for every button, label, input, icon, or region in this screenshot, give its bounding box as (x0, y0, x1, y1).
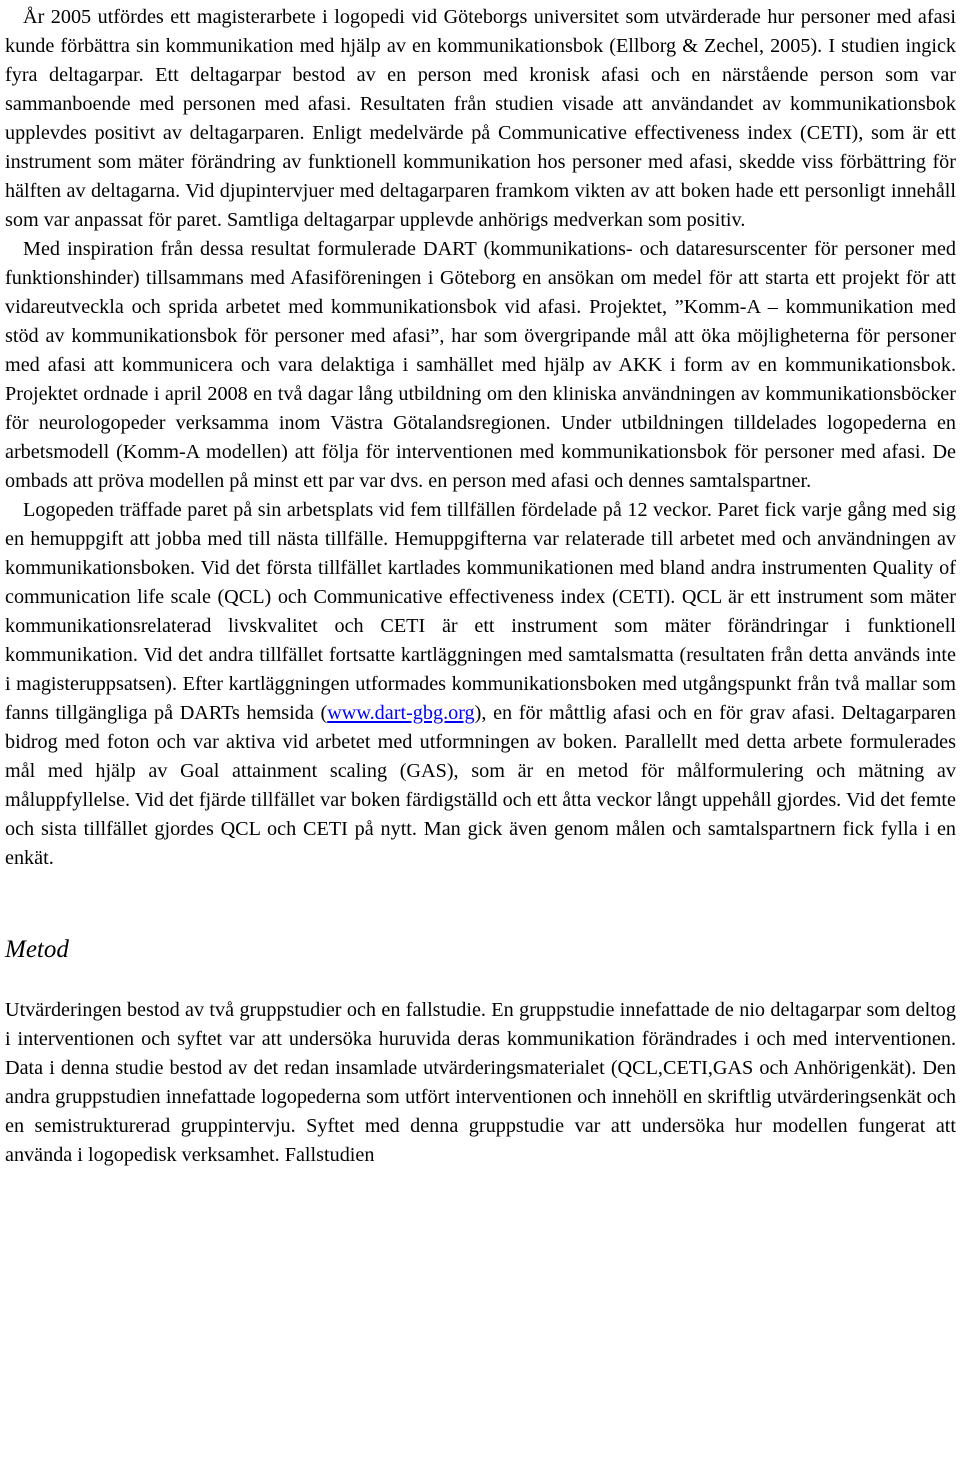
dart-website-link[interactable]: www.dart-gbg.org (327, 702, 475, 724)
paragraph-procedure-text-after: ), en för måttlig afasi och en för grav afasi. Deltagarparen bidrog med foton och var aktiva vid arbetet med utformningen av boken. Parallellt med detta arbete formulerades mål med hjälp av Goal attainment scaling (GAS), som är en metod för målformulering och mätning av måluppfyllelse. Vid det fjärde tillfället var boken färdigställd och ett åtta veckor långt uppehåll gjordes. Vid det femte och sista tillfället gjordes QCL och CETI på nytt. Man gick även genom målen och samtalspartnern fick fylla i en enkät. (5, 702, 956, 869)
paragraph-method: Utvärderingen bestod av två gruppstudier och en fallstudie. En gruppstudie innefattade de nio deltagarpar som deltog i interventionen och syftet var att undersöka huruvida deras kommunikation förändrades i och med interventionen. Data i denna studie bestod av det redan insamlade utvärderingsmaterialet (QCL,CETI,GAS och Anhörigenkät). Den andra gruppstudien innefattade logopederna som utfört interventionen och innehöll en skriftlig utvärderingsenkät och en semistrukturerad gruppintervju. Syftet med denna gruppstudie var att undersöka hur modellen fungerat att använda i logopedisk verksamhet. Fallstudien (5, 999, 956, 1166)
section-heading-metod: Metod (5, 936, 69, 963)
document-page (5, 3, 956, 1170)
paragraph-procedure (5, 496, 956, 873)
paragraph-project: Med inspiration från dessa resultat formulerade DART (kommunikations- och dataresurscenter för personer med funktionshinder) tillsammans med Afasiföreningen i Göteborg en ansökan om medel för att starta ett projekt för att vidareutveckla och sprida arbetet med kommunikationsbok vid afasi. Projektet, ”Komm-A – kommunikation med stöd av kommunikationsbok för personer med afasi”, har som övergripande mål att öka möjligheterna för personer med afasi att kommunicera och vara delaktiga i samhället med hjälp av AKK i form av en kommunikationsbok. Projektet ordnade i april 2008 en två dagar lång utbildning om den kliniska användningen av kommunikationsböcker för neurologopeder verksamma inom Västra Götalandsregionen. Under utbildningen tilldelades logopederna en arbetsmodell (Komm-A modellen) att följa för interventionen med kommunikationsbok för personer med afasi. De ombads att pröva modellen på minst ett par var dvs. en person med afasi och dennes samtalspartner. (5, 238, 956, 492)
paragraph-background: År 2005 utfördes ett magisterarbete i logopedi vid Göteborgs universitet som utvärderade hur personer med afasi kunde förbättra sin kommunikation med hjälp av en kommunikationsbok (Ellborg & Zechel, 2005). I studien ingick fyra deltagarpar. Ett deltagarpar bestod av en person med kronisk afasi och en närstående person som var sammanboende med personen med afasi. Resultaten från studien visade att användandet av kommunikationsbok upplevdes positivt av deltagarparen. Enligt medelvärde på Communicative effectiveness index (CETI), som är ett instrument som mäter förändring av funktionell kommunikation hos personer med afasi, skedde viss förbättring för hälften av deltagarna. Vid djupintervjuer med deltagarparen framkom vikten av att boken hade ett personligt innehåll som var anpassat för paret. Samtliga deltagarpar upplevde anhörigs medverkan som positiv. (5, 6, 956, 231)
paragraph-procedure-text-before: Logopeden träffade paret på sin arbetsplats vid fem tillfällen fördelade på 12 veckor. Paret fick varje gång med sig en hemuppgift att jobba med till nästa tillfälle. Hemuppgifterna var relaterade till arbetet med och användningen av kommunikationsboken. Vid det första tillfället kartlades kommunikationen med bland andra instrumenten Quality of communication life scale (QCL) och Communicative effectiveness index (CETI). QCL är ett instrument som mäter kommunikationsrelaterad livskvalitet och CETI är ett instrument som mäter förändringar i funktionell kommunikation. Vid det andra tillfället fortsatte kartläggningen med samtalsmatta (resultaten från detta används inte i magisteruppsatsen). Efter kartläggningen utformades kommunikationsboken med utgångspunkt från två mallar som fanns tillgängliga på DARTs hemsida ( (5, 499, 956, 724)
